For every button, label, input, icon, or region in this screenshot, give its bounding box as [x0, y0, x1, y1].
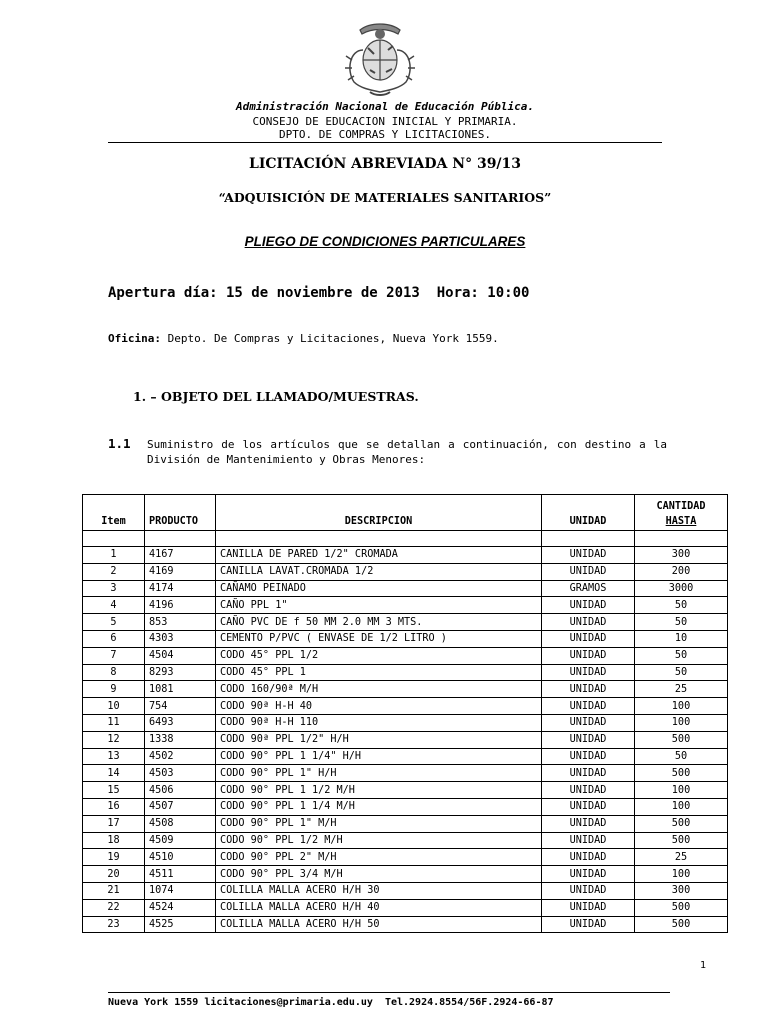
cell-item: 5	[83, 614, 145, 631]
table-row	[83, 563, 728, 580]
footer-contact: Nueva York 1559 licitaciones@primaria.edu.uy Tel.2924.8554/56F.2924-66-87	[108, 997, 554, 1008]
coat-of-arms-seal	[340, 20, 420, 100]
col-header-producto: PRODUCTO	[145, 495, 216, 531]
cell-cantidad: 3000	[635, 580, 728, 597]
cell-item: 3	[83, 580, 145, 597]
cell-item: 12	[83, 731, 145, 748]
document-title: LICITACIÓN ABREVIADA N° 39/13	[248, 156, 522, 172]
cell-descripcion: COLILLA MALLA ACERO H/H 30	[216, 882, 542, 899]
table-row	[83, 614, 728, 631]
apertura-line: Apertura día: 15 de noviembre de 2013 Hora: 10:00	[108, 285, 530, 301]
cell-descripcion: CODO 90° PPL 3/4 M/H	[216, 866, 542, 883]
cell-producto: 4509	[145, 832, 216, 849]
cell-cantidad: 100	[635, 866, 728, 883]
table-row	[83, 681, 728, 698]
footer-divider	[108, 992, 670, 993]
oficina-line	[108, 332, 499, 345]
cell-item: 20	[83, 866, 145, 883]
cell-producto: 4506	[145, 782, 216, 799]
cell-unidad: UNIDAD	[542, 698, 635, 715]
cell-descripcion: CODO 90ª H-H 40	[216, 698, 542, 715]
cell-cantidad: 50	[635, 614, 728, 631]
table-spacer-row	[83, 531, 728, 547]
cell-unidad: UNIDAD	[542, 664, 635, 681]
cell-unidad: UNIDAD	[542, 731, 635, 748]
cell-unidad: UNIDAD	[542, 866, 635, 883]
cell-producto: 1338	[145, 731, 216, 748]
table-row	[83, 547, 728, 564]
table-row	[83, 698, 728, 715]
cell-producto: 4524	[145, 899, 216, 916]
oficina-text: Depto. De Compras y Licitaciones, Nueva York 1559.	[160, 332, 499, 345]
cell-unidad: UNIDAD	[542, 547, 635, 564]
cell-unidad: UNIDAD	[542, 832, 635, 849]
cell-cantidad: 100	[635, 714, 728, 731]
cell-item: 10	[83, 698, 145, 715]
table-row	[83, 748, 728, 765]
cell-item: 19	[83, 849, 145, 866]
table-row	[83, 798, 728, 815]
table-row	[83, 765, 728, 782]
cell-cantidad: 10	[635, 630, 728, 647]
col-header-cantidad-line1: CANTIDAD	[656, 501, 706, 512]
table-row	[83, 832, 728, 849]
cell-descripcion: CAÑO PVC DE f 50 MM 2.0 MM 3 MTS.	[216, 614, 542, 631]
cell-unidad: UNIDAD	[542, 597, 635, 614]
cell-item: 23	[83, 916, 145, 933]
cell-cantidad: 25	[635, 849, 728, 866]
cell-producto: 853	[145, 614, 216, 631]
table-row	[83, 714, 728, 731]
cell-descripcion: COLILLA MALLA ACERO H/H 50	[216, 916, 542, 933]
cell-producto: 4510	[145, 849, 216, 866]
cell-producto: 4525	[145, 916, 216, 933]
cell-item: 16	[83, 798, 145, 815]
cell-item: 6	[83, 630, 145, 647]
cell-producto: 4508	[145, 815, 216, 832]
cell-cantidad: 500	[635, 899, 728, 916]
document-subtitle: “ADQUISICIÓN DE MATERIALES SANITARIOS”	[218, 190, 552, 205]
cell-unidad: UNIDAD	[542, 916, 635, 933]
col-header-descripcion: DESCRIPCION	[216, 495, 542, 531]
cell-cantidad: 25	[635, 681, 728, 698]
table-row	[83, 849, 728, 866]
cell-unidad: UNIDAD	[542, 798, 635, 815]
cell-item: 4	[83, 597, 145, 614]
cell-cantidad: 500	[635, 765, 728, 782]
cell-descripcion: CODO 90° PPL 1" H/H	[216, 765, 542, 782]
cell-producto: 8293	[145, 664, 216, 681]
cell-cantidad: 300	[635, 882, 728, 899]
col-header-item: Item	[83, 495, 145, 531]
cell-cantidad: 100	[635, 698, 728, 715]
cell-item: 8	[83, 664, 145, 681]
cell-producto: 4503	[145, 765, 216, 782]
paragraph-text: Suministro de los artículos que se detallan a continuación, con destino a la División de Mantenimiento y Obras Menores:	[147, 438, 667, 466]
table-row	[83, 580, 728, 597]
header-department: DPTO. DE COMPRAS Y LICITACIONES.	[279, 128, 491, 141]
cell-item: 14	[83, 765, 145, 782]
cell-descripcion: CODO 160/90ª M/H	[216, 681, 542, 698]
cell-item: 17	[83, 815, 145, 832]
cell-producto: 4174	[145, 580, 216, 597]
cell-cantidad: 100	[635, 798, 728, 815]
table-row	[83, 647, 728, 664]
cell-item: 22	[83, 899, 145, 916]
table-row	[83, 731, 728, 748]
cell-unidad: UNIDAD	[542, 647, 635, 664]
table-row	[83, 815, 728, 832]
col-header-cantidad	[635, 495, 728, 531]
cell-descripcion: CAÑO PPL 1"	[216, 597, 542, 614]
cell-cantidad: 500	[635, 731, 728, 748]
cell-descripcion: CEMENTO P/PVC ( ENVASE DE 1/2 LITRO )	[216, 630, 542, 647]
table-row	[83, 899, 728, 916]
table-header-row	[83, 495, 728, 531]
cell-descripcion: CANILLA DE PARED 1/2" CROMADA	[216, 547, 542, 564]
cell-producto: 4502	[145, 748, 216, 765]
section-heading: 1. – OBJETO DEL LLAMADO/MUESTRAS.	[133, 389, 419, 404]
cell-item: 18	[83, 832, 145, 849]
cell-unidad: UNIDAD	[542, 630, 635, 647]
cell-unidad: UNIDAD	[542, 782, 635, 799]
cell-unidad: GRAMOS	[542, 580, 635, 597]
table-row	[83, 866, 728, 883]
cell-descripcion: CODO 90ª H-H 110	[216, 714, 542, 731]
cell-unidad: UNIDAD	[542, 849, 635, 866]
cell-unidad: UNIDAD	[542, 815, 635, 832]
header-council: CONSEJO DE EDUCACION INICIAL Y PRIMARIA.	[252, 115, 518, 128]
pliego-heading: PLIEGO DE CONDICIONES PARTICULARES	[244, 234, 526, 249]
cell-item: 15	[83, 782, 145, 799]
cell-unidad: UNIDAD	[542, 899, 635, 916]
cell-item: 11	[83, 714, 145, 731]
paragraph-number: 1.1	[108, 436, 131, 451]
table-row	[83, 916, 728, 933]
cell-producto: 4511	[145, 866, 216, 883]
cell-descripcion: CODO 45° PPL 1/2	[216, 647, 542, 664]
cell-descripcion: CANILLA LAVAT.CROMADA 1/2	[216, 563, 542, 580]
cell-item: 13	[83, 748, 145, 765]
cell-descripcion: CODO 90° PPL 1 1/2 M/H	[216, 782, 542, 799]
oficina-label: Oficina:	[108, 332, 161, 345]
cell-item: 2	[83, 563, 145, 580]
cell-unidad: UNIDAD	[542, 748, 635, 765]
table-row	[83, 782, 728, 799]
cell-producto: 1074	[145, 882, 216, 899]
cell-unidad: UNIDAD	[542, 765, 635, 782]
cell-cantidad: 50	[635, 664, 728, 681]
cell-producto: 6493	[145, 714, 216, 731]
cell-item: 9	[83, 681, 145, 698]
cell-descripcion: CODO 90° PPL 1 1/4 M/H	[216, 798, 542, 815]
col-header-cantidad-line2: HASTA	[665, 516, 697, 527]
cell-unidad: UNIDAD	[542, 614, 635, 631]
cell-item: 7	[83, 647, 145, 664]
cell-unidad: UNIDAD	[542, 681, 635, 698]
cell-descripcion: CODO 90° PPL 1/2 M/H	[216, 832, 542, 849]
page-number: 1	[700, 960, 707, 971]
cell-cantidad: 50	[635, 748, 728, 765]
cell-producto: 4504	[145, 647, 216, 664]
cell-producto: 4507	[145, 798, 216, 815]
cell-descripcion: CODO 45° PPL 1	[216, 664, 542, 681]
cell-descripcion: CODO 90° PPL 1" M/H	[216, 815, 542, 832]
cell-descripcion: COLILLA MALLA ACERO H/H 40	[216, 899, 542, 916]
cell-producto: 4303	[145, 630, 216, 647]
items-table	[82, 494, 728, 933]
cell-producto: 4169	[145, 563, 216, 580]
cell-item: 21	[83, 882, 145, 899]
cell-cantidad: 100	[635, 782, 728, 799]
cell-producto: 4196	[145, 597, 216, 614]
cell-descripcion: CODO 90° PPL 1 1/4" H/H	[216, 748, 542, 765]
cell-cantidad: 500	[635, 815, 728, 832]
header-divider	[108, 142, 662, 143]
table-row	[83, 882, 728, 899]
cell-producto: 754	[145, 698, 216, 715]
header-institution: Administración Nacional de Educación Pública.	[235, 100, 534, 113]
cell-cantidad: 300	[635, 547, 728, 564]
table-row	[83, 630, 728, 647]
cell-cantidad: 500	[635, 832, 728, 849]
cell-unidad: UNIDAD	[542, 563, 635, 580]
cell-cantidad: 200	[635, 563, 728, 580]
cell-descripcion: CAÑAMO PEINADO	[216, 580, 542, 597]
cell-descripcion: CODO 90° PPL 2" M/H	[216, 849, 542, 866]
cell-unidad: UNIDAD	[542, 714, 635, 731]
cell-cantidad: 50	[635, 647, 728, 664]
cell-descripcion: CODO 90ª PPL 1/2" H/H	[216, 731, 542, 748]
table-row	[83, 597, 728, 614]
table-row	[83, 664, 728, 681]
col-header-unidad: UNIDAD	[542, 495, 635, 531]
cell-item: 1	[83, 547, 145, 564]
table-body	[83, 547, 728, 933]
cell-cantidad: 500	[635, 916, 728, 933]
cell-producto: 4167	[145, 547, 216, 564]
cell-cantidad: 50	[635, 597, 728, 614]
cell-unidad: UNIDAD	[542, 882, 635, 899]
cell-producto: 1081	[145, 681, 216, 698]
